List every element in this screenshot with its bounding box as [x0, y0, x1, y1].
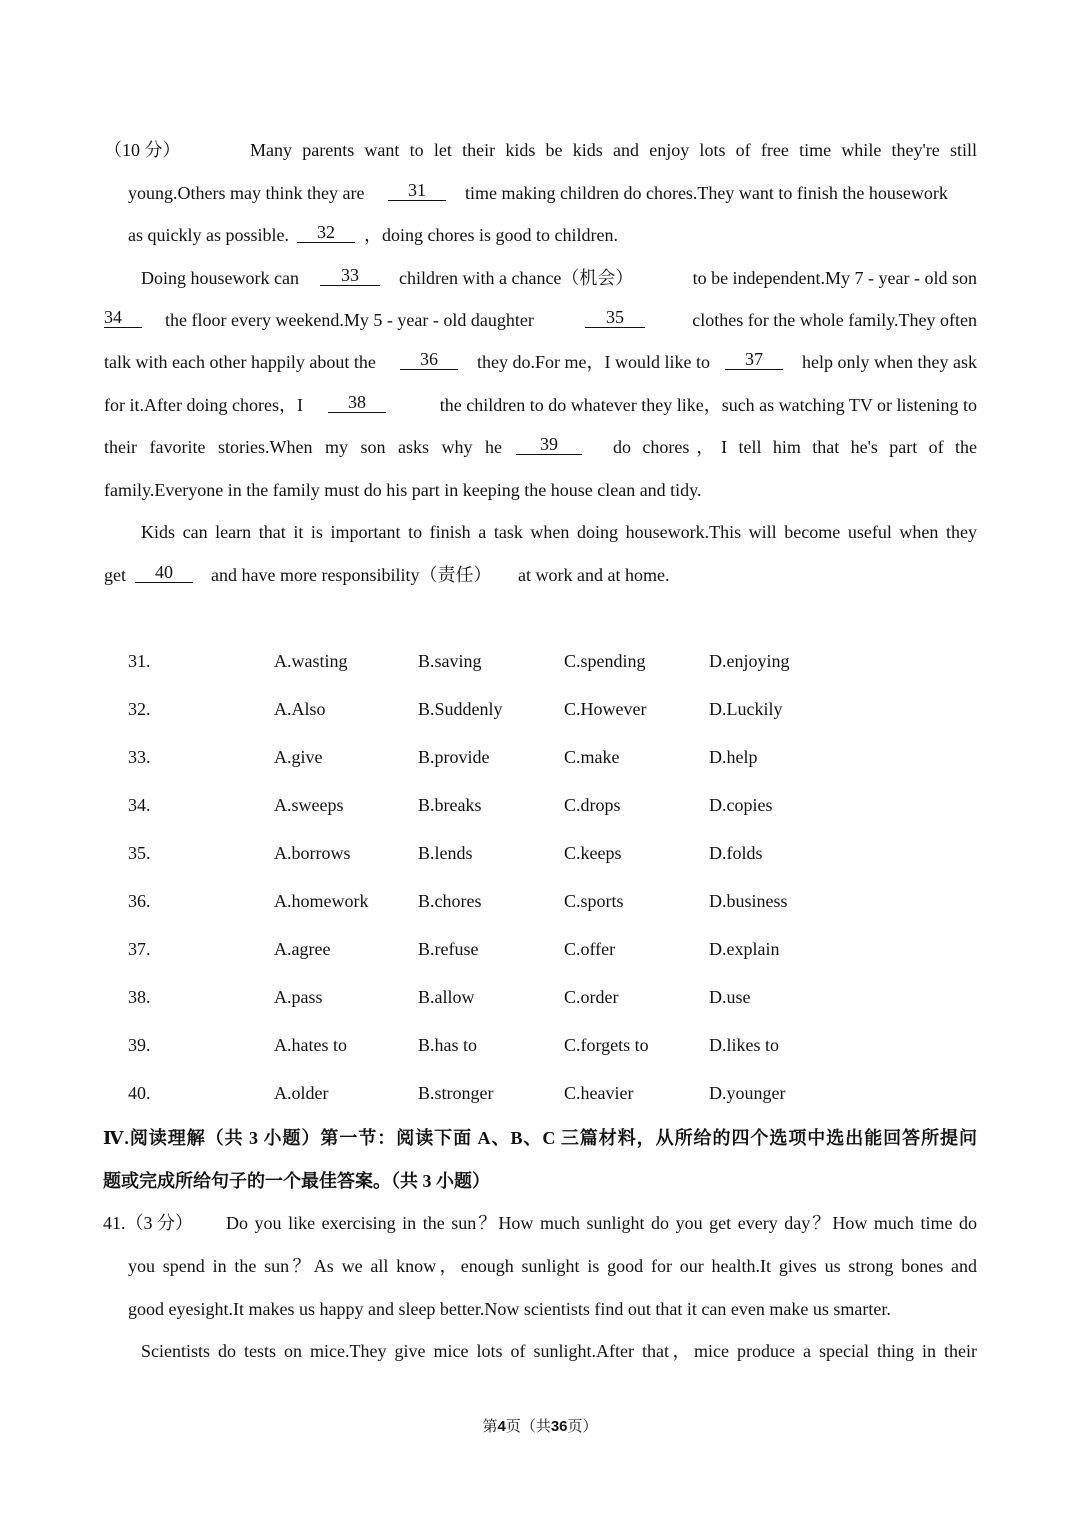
option-d[interactable]: D.help: [709, 747, 758, 767]
passage-text: Doing housework can: [141, 268, 299, 288]
passage-text: to be independent.My 7 - year - old son: [692, 268, 977, 288]
option-a[interactable]: A.give: [274, 747, 323, 767]
option-d[interactable]: D.copies: [709, 795, 773, 815]
passage-text: Many parents want to let their kids be kids and enjoy lots of free time while they're still: [250, 140, 977, 160]
blank-31[interactable]: 31: [388, 180, 446, 201]
option-c[interactable]: C.spending: [564, 651, 646, 671]
passage-text: the floor every weekend.My 5 - year - old daughter: [165, 310, 534, 330]
option-number: 33.: [128, 747, 151, 767]
option-number: 38.: [128, 987, 151, 1007]
option-b[interactable]: B.stronger: [418, 1083, 494, 1103]
passage-text: their favorite stories.When my son asks why he: [104, 437, 502, 457]
option-c[interactable]: C.forgets to: [564, 1035, 649, 1055]
option-c[interactable]: C.order: [564, 987, 619, 1007]
blank-33[interactable]: 33: [320, 265, 380, 286]
passage-line-10: [141, 519, 977, 545]
total-pages: 36: [550, 1418, 568, 1435]
option-d[interactable]: D.Luckily: [709, 699, 783, 719]
q41-line-2: [128, 1253, 977, 1279]
footer-prefix: 第: [482, 1419, 498, 1435]
blank-34[interactable]: 34: [104, 307, 142, 328]
option-b[interactable]: B.provide: [418, 747, 490, 767]
blank-38[interactable]: 38: [328, 392, 386, 413]
passage-text: and have more responsibility（责任）: [211, 565, 492, 585]
blank-32[interactable]: 32: [297, 222, 355, 243]
blank-40[interactable]: 40: [135, 562, 193, 583]
option-c[interactable]: C.However: [564, 699, 647, 719]
option-a[interactable]: A.Also: [274, 699, 326, 719]
option-b[interactable]: B.allow: [418, 987, 475, 1007]
option-c[interactable]: C.sports: [564, 891, 624, 911]
option-d[interactable]: D.business: [709, 891, 788, 911]
option-c[interactable]: C.keeps: [564, 843, 622, 863]
option-a[interactable]: A.hates to: [274, 1035, 347, 1055]
question-label: 41.（3 分）: [103, 1213, 193, 1233]
option-c[interactable]: C.drops: [564, 795, 621, 815]
option-d[interactable]: D.enjoying: [709, 651, 790, 671]
option-number: 40.: [128, 1083, 151, 1103]
page-footer: [0, 1416, 1080, 1438]
passage-text: Kids can learn that it is important to finish a task when doing housework.This will become useful when they: [141, 522, 977, 542]
passage-text: get: [104, 565, 126, 585]
q41-line-3: [128, 1296, 891, 1322]
option-a[interactable]: A.pass: [274, 987, 323, 1007]
option-d[interactable]: D.use: [709, 987, 751, 1007]
option-number: 32.: [128, 699, 151, 719]
option-b[interactable]: B.saving: [418, 651, 482, 671]
option-b[interactable]: B.lends: [418, 843, 473, 863]
passage-text: at work and at home.: [518, 565, 670, 585]
passage-text: as quickly as possible.: [128, 225, 289, 245]
passage-text: children with a chance（机会）: [399, 268, 634, 288]
passage-text: clothes for the whole family.They often: [692, 310, 977, 330]
option-b[interactable]: B.breaks: [418, 795, 482, 815]
footer-suffix: 页）: [567, 1419, 598, 1435]
option-a[interactable]: A.homework: [274, 891, 369, 911]
option-c[interactable]: C.offer: [564, 939, 616, 959]
section-heading-line-1: Ⅳ.阅读理解（共 3 小题）第一节：阅读下面 A、B、C 三篇材料，从所给的四个选项中选出能回答所提问: [103, 1128, 977, 1148]
option-b[interactable]: B.refuse: [418, 939, 479, 959]
option-number: 31.: [128, 651, 151, 671]
question-text: Scientists do tests on mice.They give mice lots of sunlight.After that，mice produce a special thing in their: [141, 1341, 977, 1361]
passage-text: talk with each other happily about the: [104, 352, 376, 372]
blank-37[interactable]: 37: [725, 349, 783, 370]
option-b[interactable]: B.has to: [418, 1035, 478, 1055]
footer-mid: 页（共: [505, 1419, 551, 1435]
option-d[interactable]: D.likes to: [709, 1035, 779, 1055]
blank-35[interactable]: 35: [585, 307, 645, 328]
option-d[interactable]: D.folds: [709, 843, 763, 863]
passage-text: for it.After doing chores，I: [104, 395, 303, 415]
section-heading-2: [103, 1168, 490, 1194]
passage-text: they do.For me，I would like to: [477, 352, 710, 372]
option-c[interactable]: C.make: [564, 747, 620, 767]
passage-text: help only when they ask: [802, 352, 977, 372]
option-a[interactable]: A.borrows: [274, 843, 351, 863]
option-b[interactable]: B.Suddenly: [418, 699, 503, 719]
passage-text: family.Everyone in the family must do his part in keeping the house clean and tidy.: [104, 480, 702, 500]
q41-line-4: [141, 1338, 977, 1364]
option-c[interactable]: C.heavier: [564, 1083, 634, 1103]
option-a[interactable]: A.agree: [274, 939, 331, 959]
passage-text: young.Others may think they are: [128, 183, 365, 203]
question-text: good eyesight.It makes us happy and sleep better.Now scientists find out that it can even make us smarter.: [128, 1299, 891, 1319]
passage-text: time making children do chores.They want to finish the housework: [465, 183, 948, 203]
option-a[interactable]: A.sweeps: [274, 795, 344, 815]
passage-text: do chores，I tell him that he's part of the: [613, 437, 977, 457]
section-heading: [103, 1125, 977, 1151]
question-text: you spend in the sun？As we all know，enough sunlight is good for our health.It gives us strong bones and: [128, 1256, 977, 1276]
passage-text: ，doing chores is good to children.: [364, 225, 618, 245]
page-number: 4: [497, 1418, 506, 1435]
question-text: Do you like exercising in the sun？How much sunlight do you get every day？How much time do: [226, 1213, 977, 1233]
option-d[interactable]: D.explain: [709, 939, 780, 959]
passage-line-9: [104, 477, 702, 503]
section-heading-line-2: 题或完成所给句子的一个最佳答案。（共 3 小题）: [103, 1171, 490, 1191]
option-a[interactable]: A.wasting: [274, 651, 348, 671]
option-d[interactable]: D.younger: [709, 1083, 786, 1103]
blank-36[interactable]: 36: [400, 349, 458, 370]
option-a[interactable]: A.older: [274, 1083, 329, 1103]
option-number: 35.: [128, 843, 151, 863]
option-number: 39.: [128, 1035, 151, 1055]
passage-text: the children to do whatever they like，such as watching TV or listening to: [439, 395, 977, 415]
option-number: 37.: [128, 939, 151, 959]
option-b[interactable]: B.chores: [418, 891, 482, 911]
blank-39[interactable]: 39: [516, 434, 582, 455]
question-score: （10 分）: [104, 140, 181, 160]
option-number: 36.: [128, 891, 151, 911]
option-number: 34.: [128, 795, 151, 815]
